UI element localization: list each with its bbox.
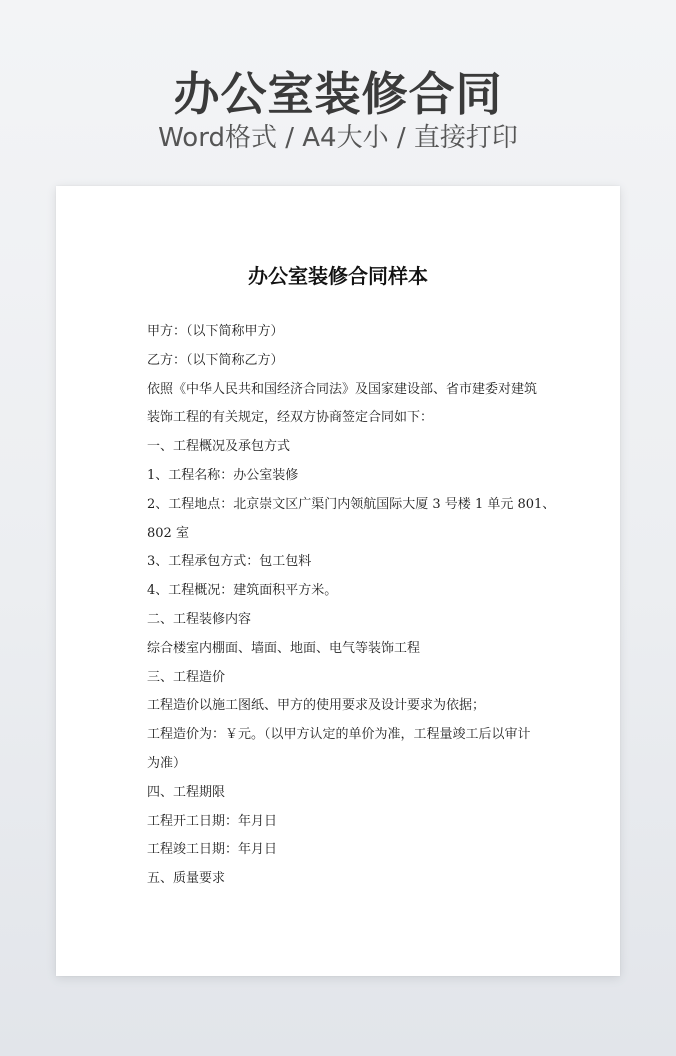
document-page [56,186,620,976]
preamble-line-2: 装饰工程的有关规定，经双方协商签定合同如下： [147,410,434,426]
document-body [147,318,556,894]
cost-amount-line-2: 为准） [147,755,187,771]
preamble-line-1: 依照《中华人民共和国经济合同法》及国家建设部、省市建委对建筑 [147,381,538,397]
banner-title: 办公室装修合同 [173,67,503,121]
section-heading-3: 三、工程造价 [147,669,226,685]
project-name-line: 1、工程名称：办公室装修 [147,467,299,483]
contract-method-line: 3、工程承包方式：包工包料 [147,554,312,570]
project-location-line-1: 2、工程地点：北京崇文区广渠门内领航国际大厦 3 号楼 1 单元 801、 [147,496,556,512]
project-location-line-2: 802 室 [147,525,189,541]
banner-subtitle: Word格式 / A4大小 / 直接打印 [158,123,518,153]
completion-date-line: 工程竣工日期：年月日 [147,842,278,858]
section-heading-2: 二、工程装修内容 [147,611,252,627]
section-heading-1: 一、工程概况及承包方式 [147,439,291,455]
party-b-line: 乙方：（以下简称乙方） [147,352,284,368]
document-title: 办公室装修合同样本 [248,264,428,288]
section-heading-5: 五、质量要求 [147,871,226,887]
section-heading-4: 四、工程期限 [147,784,226,800]
cost-basis-line: 工程造价以施工图纸、甲方的使用要求及设计要求为依据； [147,698,486,714]
project-overview-line: 4、工程概况：建筑面积平方米。 [147,583,338,599]
start-date-line: 工程开工日期：年月日 [147,813,278,829]
decoration-scope-line: 综合楼室内棚面、墙面、地面、电气等装饰工程 [147,640,421,656]
party-a-line: 甲方：（以下简称甲方） [147,324,284,339]
cost-amount-line-1: 工程造价为：￥元。（以甲方认定的单价为准，工程量竣工后以审计 [147,727,531,743]
